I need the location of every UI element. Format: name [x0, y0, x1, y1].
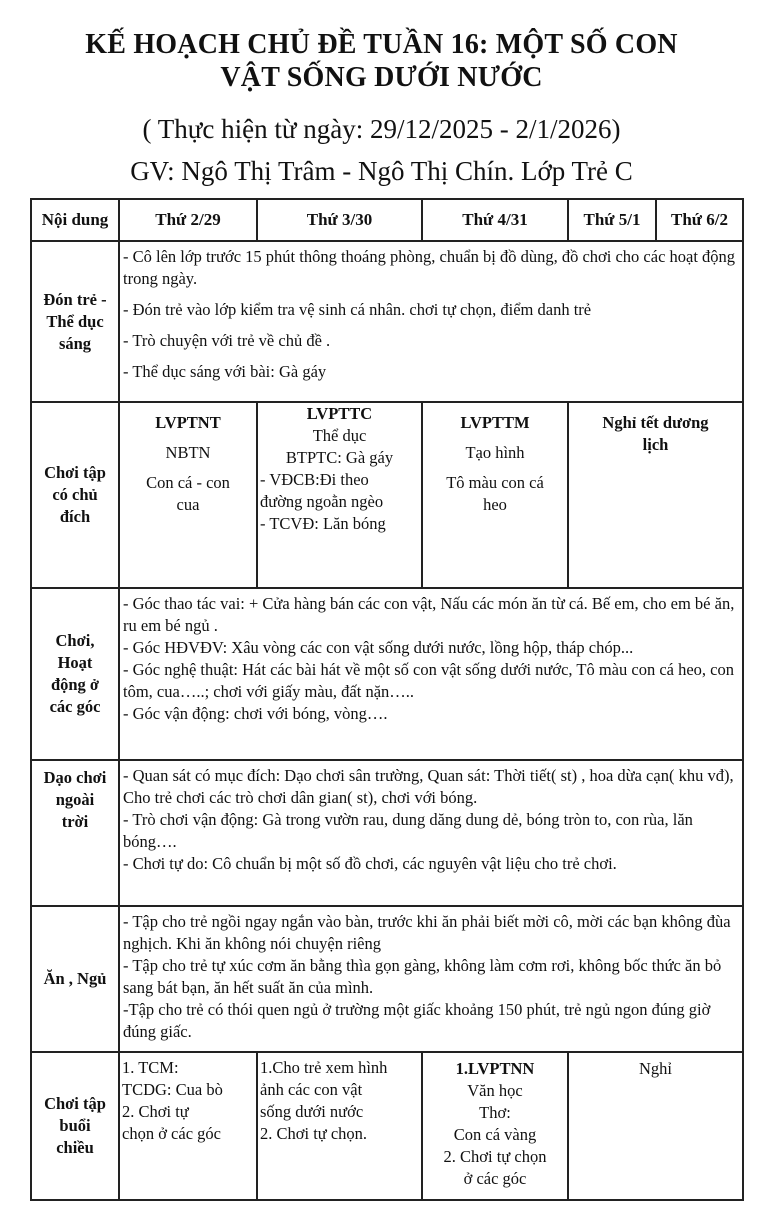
row-label-line: trời — [61, 812, 89, 831]
cell-line: BTPTC: Gà gáy — [285, 448, 394, 467]
list-item: - Tập cho trẻ ngồi ngay ngắn vào bàn, trước khi ăn phải biết mời cô, mời các bạn không đùa nghịch. Khi ăn không nói chuyện riêng — [123, 912, 731, 953]
list-item: - Góc nghệ thuật: Hát các bài hát về một số con vật sống dưới nước, Tô màu con cá heo, con tôm, cua…..; chơi với giấy màu, đất nặn….. — [123, 660, 734, 701]
row-label-afternoon — [31, 1052, 119, 1200]
row-label-line: Chơi tập — [44, 463, 106, 482]
title-line-2: VẬT SỐNG DƯỚI NƯỚC — [220, 62, 543, 93]
cell-line: Tạo hình — [465, 443, 525, 462]
afternoon-wed — [422, 1052, 568, 1200]
row-label-line: chiều — [56, 1138, 94, 1157]
cell-line: NBTN — [165, 443, 211, 462]
cell-line: lịch — [642, 435, 669, 454]
cell-line: 1. TCM: — [122, 1058, 179, 1077]
row-label-line: ngoài — [55, 790, 95, 809]
table-row-corners — [31, 588, 743, 760]
list-item: -Tập cho trẻ có thói quen ngủ ở trường một giấc khoảng 150 phút, trẻ ngủ ngon đúng giờ đúng giấc. — [123, 1000, 711, 1041]
cell-line: LVPTNT — [155, 413, 221, 432]
row-label-corners — [31, 588, 119, 760]
cell-line: 1.Cho trẻ xem hình — [260, 1058, 388, 1077]
row-label-line: buổi — [59, 1116, 91, 1135]
cell-line: sống dưới nước — [260, 1102, 364, 1121]
cell-line: Nghỉ tết dương — [602, 413, 709, 432]
cell-line: - TCVĐ: Lăn bóng — [260, 514, 386, 533]
cell-line: 2. Chơi tự chọn. — [260, 1124, 368, 1143]
cell-line: 2. Chơi tự chọn — [443, 1147, 547, 1166]
cell-line: Con cá vàng — [453, 1125, 537, 1144]
column-header-mon: Thứ 2/29 — [119, 199, 257, 241]
row-label-outdoor — [31, 760, 119, 906]
cell-line: Tô màu con cá — [446, 473, 544, 492]
cell-line: 1.LVPTNN — [455, 1059, 535, 1078]
cell-line: ở các góc — [463, 1169, 527, 1188]
cell-line: Nghỉ — [639, 1059, 672, 1078]
row-label-line: động ở — [50, 675, 100, 694]
table-row-afternoon — [31, 1052, 743, 1200]
row-label-welcome — [31, 241, 119, 402]
row-label-line: Đón trẻ - — [43, 289, 107, 309]
afternoon-tue — [257, 1052, 422, 1200]
row-label-focused-play — [31, 402, 119, 588]
date-range: ( Thực hiện từ ngày: 29/12/2025 - 2/1/2026) — [142, 114, 621, 144]
cell-line: Thể dục — [312, 426, 367, 445]
table-row-welcome — [31, 241, 743, 402]
list-item: - Tập cho trẻ tự xúc cơm ăn bằng thìa gọn gàng, không làm cơm rơi, không bốc thức ăn bỏ sang bát bạn, ăn hết suất ăn của mình. — [123, 956, 722, 997]
table-row-eat-sleep — [31, 906, 743, 1052]
column-header-fri: Thứ 6/2 — [656, 199, 743, 241]
row-label-line: Hoạt — [57, 653, 93, 672]
list-item: - Góc thao tác vai: + Cửa hàng bán các con vật, Nấu các món ăn từ cá. Bế em, cho em bé ăn, ru em bé ngủ . — [123, 594, 735, 635]
title-line-1: KẾ HOẠCH CHỦ ĐỀ TUẦN 16: MỘT SỐ CON — [85, 29, 678, 60]
cell-line: 2. Chơi tự — [122, 1102, 189, 1121]
row-label-line: các góc — [49, 697, 101, 716]
teacher-info: GV: Ngô Thị Trâm - Ngô Thị Chín. Lớp Trẻ C — [130, 156, 633, 186]
focused-play-tue — [257, 402, 422, 588]
list-item: - Thể dục sáng với bài: Gà gáy — [123, 362, 327, 381]
focused-play-thu-fri — [568, 402, 743, 588]
list-item: - Góc HĐVĐV: Xâu vòng các con vật sống dưới nước, lồng hộp, tháp chóp... — [123, 638, 634, 657]
list-item: - Chơi tự do: Cô chuẩn bị một số đồ chơi, các nguyên vật liệu cho trẻ chơi. — [123, 854, 617, 873]
afternoon-thu-fri — [568, 1052, 743, 1200]
row-label-line: Chơi, — [55, 631, 95, 650]
welcome-content — [119, 241, 743, 402]
row-label-line: Thể dục — [46, 311, 104, 331]
cell-line: - VĐCB:Đi theo — [260, 470, 369, 489]
list-item: - Đón trẻ vào lớp kiểm tra vệ sinh cá nhân. chơi tự chọn, điểm danh trẻ — [123, 300, 592, 319]
cell-line: Thơ: — [479, 1103, 511, 1122]
table-row-focused-play — [31, 402, 743, 588]
list-item: - Quan sát có mục đích: Dạo chơi sân trường, Quan sát: Thời tiết( st) , hoa dừa cạn( khu vđ), Cho trẻ chơi các trò chơi dân gian( st), chơi với bóng. — [123, 766, 734, 807]
list-item: - Cô lên lớp trước 15 phút thông thoáng phòng, chuẩn bị đồ dùng, đồ chơi cho các hoạt động trong ngày. — [123, 247, 736, 288]
column-header-wed: Thứ 4/31 — [422, 199, 568, 241]
row-label-line: Dạo chơi — [43, 768, 107, 787]
row-label-line: Chơi tập — [44, 1094, 106, 1113]
list-item: - Góc vận động: chơi với bóng, vòng…. — [123, 704, 388, 723]
row-label-line: đích — [59, 507, 91, 526]
focused-play-wed — [422, 402, 568, 588]
corners-content — [119, 588, 743, 760]
list-item: - Trò chơi vận động: Gà trong vườn rau, dung dăng dung dẻ, bóng tròn to, con rùa, lăn bóng…. — [123, 810, 693, 851]
table-row-outdoor — [31, 760, 743, 906]
table-header-row — [31, 199, 743, 241]
cell-line: LVPTTC — [306, 404, 373, 423]
cell-line: chọn ở các góc — [122, 1124, 221, 1143]
focused-play-mon — [119, 402, 257, 588]
cell-line: Văn học — [467, 1081, 523, 1100]
cell-line: ảnh các con vật — [260, 1080, 363, 1099]
page-title — [20, 28, 743, 94]
cell-line: đường ngoằn ngèo — [260, 492, 384, 511]
outdoor-content — [119, 760, 743, 906]
cell-line: heo — [483, 495, 507, 514]
weekly-plan-table — [30, 198, 744, 1201]
list-item: - Trò chuyện với trẻ về chủ đề . — [123, 331, 331, 350]
cell-line: LVPTTM — [460, 413, 530, 432]
row-label-line: có chủ — [52, 485, 98, 504]
cell-line: TCDG: Cua bò — [122, 1080, 223, 1099]
cell-line: cua — [176, 495, 200, 514]
row-label-eat-sleep: Ăn , Ngủ — [31, 906, 119, 1052]
column-header-content: Nội dung — [31, 199, 119, 241]
eat-sleep-content — [119, 906, 743, 1052]
column-header-thu: Thứ 5/1 — [568, 199, 656, 241]
row-label-line: sáng — [58, 333, 92, 353]
afternoon-mon — [119, 1052, 257, 1200]
column-header-tue: Thứ 3/30 — [257, 199, 422, 241]
cell-line: Con cá - con — [146, 473, 230, 492]
